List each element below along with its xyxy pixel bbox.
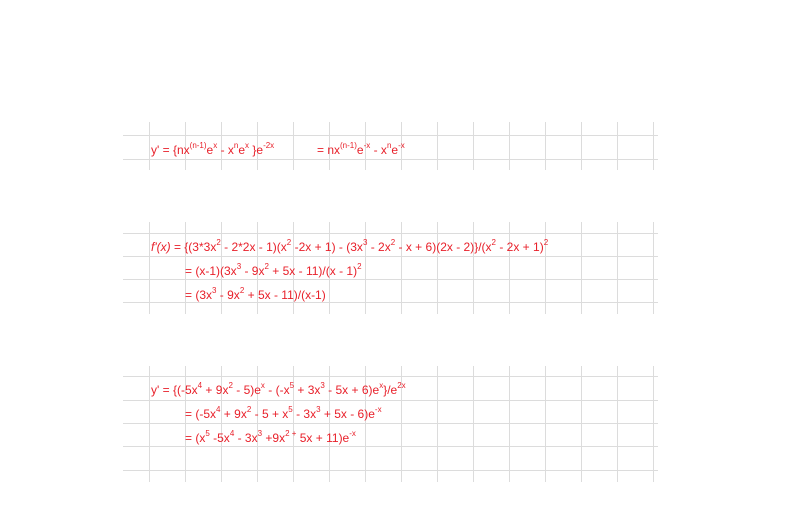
equation-3-line-3: = ($x^5$ $-5x^4 - 3x^3 +9x^{2 +}$ $5x + 11)e^{-x}$ — [185, 429, 356, 445]
equation-1-line-1: $y' = \{nx^{(n-1)}e^x - x^ne^x$ }$e^{-2x}$ — [151, 141, 275, 157]
equation-2-line-1: $f'(x) = \{(3*3x^2 - 2*2x - 1)(x^2$ $-2x + 1) - (3x^3 - 2x^2 - x + 6)(2x - 2)\}/(x^2 - 2x + 1)^2$ — [151, 238, 549, 254]
equation-3-line-2: = $(-5x^4 + 9x^2 - 5 + x^5 - 3x^3 + 5x - 6)e^{-x}$ — [185, 405, 382, 421]
equation-3-line-1: $y' = \{(-5x^4 + 9x^2 - 5)e^x - (-x^5 + 3x^3 - 5x + 6)e^x\}/e^{2x}$ — [151, 381, 406, 397]
equation-2-line-3: = $(3x^3 - 9x^2 + 5x - 11)/(x-1)$ — [185, 286, 326, 302]
equation-1-line-2: = $nx^{(n-1)}e^{-x} - x^ne^{-x}$ — [317, 141, 405, 157]
equation-2-line-2: = $(x-1)(3x^3 - 9x^2 + 5x - 11)/(x - 1)^2$ — [185, 262, 362, 278]
